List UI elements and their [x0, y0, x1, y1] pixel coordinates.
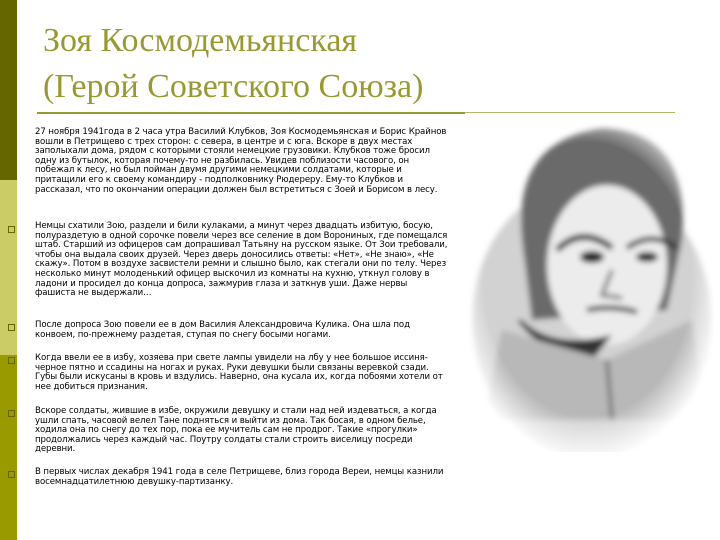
paragraph-after-interrogation: После допроса Зою повели ее в дом Василия Александровича Кулика. Она шла под конвоем, по-прежнему раздетая, ступая по снегу босыми ногами.: [35, 320, 410, 340]
bullet-icon: [8, 471, 15, 478]
paragraph-capture: Немцы схатили Зою, раздели и били кулаками, а минут через двадцать избитую, босую, полураздетую в одной сорочке повели через все селение в дом Ворониных, где помещался штаб. Старший из офицеров сам допрашивал Татьяну на русском языке. От Зои требовали, чтобы она выдала своих друзей. Через дверь доносились ответы: «Нет», «Не знаю», «Не скажу». Потом в воздухе засвистели ремни и слышно было, как стегали они по телу. Через несколько минут молоденький офицер выскочил из комнаты на кухню, уткнул голову в ладони и просидел до конца допроса, зажмурив глаза и заткнув уши. Даже нервы фашиста не выдержали…: [35, 221, 448, 299]
bullet-icon: [8, 410, 15, 417]
paragraph-execution: В первых числах декабря 1941 года в селе Петрищеве, близ города Вереи, немцы казнили восемнадцатилетнюю девушку-партизанку.: [35, 467, 444, 487]
paragraph-intro: 27 ноября 1941года в 2 часа утра Василий Клубков, Зоя Космодемьянская и Борис Крайнов вошли в Петрищево с трех сторон: с севера, в центре и с юга. Вскоре в двух местах заполыхали дома, рядом с которыми стояли немецкие грузовики. Клубков тоже бросил одну из бутылок, которая почему-то не разбилась. Увидев поблизости часового, он побежал к лесу, но был пойман двумя другими немецкими солдатами, которые и притащили его к своему командиру - подполковнику Рюдереру. Ему-то Клубков и рассказал, что по окончании операции должен был встретиться с Зоей и Борисом в лесу.: [35, 127, 447, 195]
portrait-photo: [462, 120, 714, 452]
bullet-icon: [8, 226, 15, 233]
slide-title: [43, 18, 423, 110]
title-underline: [37, 112, 465, 114]
side-bar-mid: [0, 355, 17, 540]
title-underline-thin: [465, 112, 675, 113]
paragraph-hut: Когда ввели ее в избу, хозяева при свете лампы увидели на лбу у нее большое иссиня-черное пятно и ссадины на ногах и руках. Руки девушки были связаны веревкой сзади. Губы были искусаны в кровь и вздулись. Наверно, она кусала их, когда побоями хотели от нее добиться признания.: [35, 353, 443, 392]
title-line-1: Зоя Космодемьянская: [43, 22, 358, 59]
bullet-icon: [8, 324, 15, 331]
paragraph-soldiers: Вскоре солдаты, жившие в избе, окружили девушку и стали над ней издеваться, а когда ушли спать, часовой велел Тане подняться и выйти из дома. Так босая, в одном белье, ходила она по снегу до тех пор, пока ее мучитель сам не продрог. Такие «прогулки» продолжались через каждый час. Поутру солдаты стали строить виселицу посреди деревни.: [35, 406, 437, 455]
title-line-2: (Герой Советского Союза): [43, 68, 424, 105]
bullet-icon: [8, 357, 15, 364]
side-bar-dark: [0, 0, 17, 180]
